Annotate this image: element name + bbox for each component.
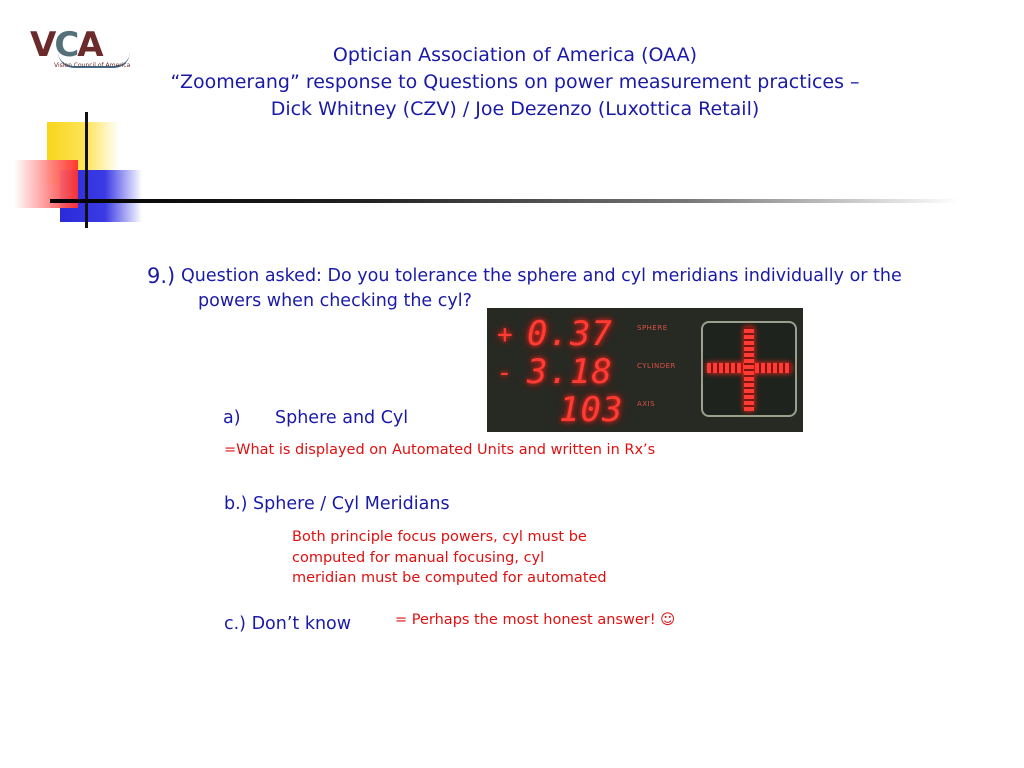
- title-line-3: Dick Whitney (CZV) / Joe Dezenzo (Luxottica Retail): [270, 98, 760, 120]
- title-line-1: Optician Association of America (OAA): [332, 44, 698, 66]
- sphere-readout: 0.37: [527, 314, 613, 354]
- question-number: 9.): [147, 264, 176, 288]
- answer-b-note-line-3: meridian must be computed for automated: [292, 570, 607, 586]
- answer-a-note: =What is displayed on Automated Units and written in Rx’s: [224, 442, 656, 458]
- answer-b-note-line-1: Both principle focus powers, cyl must be: [292, 529, 587, 545]
- axis-readout: 103: [559, 390, 624, 430]
- sphere-label: SPHERE: [637, 324, 668, 332]
- cylinder-sign: -: [497, 358, 513, 388]
- answer-b-note: [292, 527, 607, 589]
- lensmeter-display-image: [487, 308, 803, 432]
- target-reticle: [701, 321, 797, 417]
- title-divider-line: [50, 199, 960, 203]
- answer-b-note-line-2: computed for manual focusing, cyl: [292, 549, 545, 566]
- answer-a-letter: a): [223, 408, 241, 428]
- decor-vertical-line: [85, 112, 88, 228]
- question-text-line-1: Question asked: Do you tolerance the sphere and cyl meridians individually or the: [181, 266, 902, 286]
- answer-b-text: b.) Sphere / Cyl Meridians: [224, 494, 450, 514]
- logo-letter-c: C: [54, 25, 78, 65]
- answer-c-text: c.) Don’t know: [224, 614, 352, 634]
- slide-title: [150, 42, 880, 123]
- question-text-line-2: powers when checking the cyl?: [198, 291, 472, 311]
- logo-letter-v: V: [30, 25, 55, 65]
- cylinder-label: CYLINDER: [637, 362, 676, 370]
- logo-letter-a: A: [77, 25, 102, 65]
- answer-c-note: = Perhaps the most honest answer! ☺: [395, 612, 676, 628]
- axis-label: AXIS: [637, 400, 656, 408]
- vca-logo: [24, 18, 152, 80]
- reticle-vertical-bar: [744, 327, 754, 411]
- sphere-sign: +: [497, 320, 513, 350]
- title-line-2: “Zoomerang” response to Questions on power measurement practices –: [170, 71, 860, 93]
- answer-a-text: Sphere and Cyl: [275, 408, 409, 428]
- logo-subtitle: Vision Council of America: [54, 62, 131, 69]
- cylinder-readout: 3.18: [527, 352, 613, 392]
